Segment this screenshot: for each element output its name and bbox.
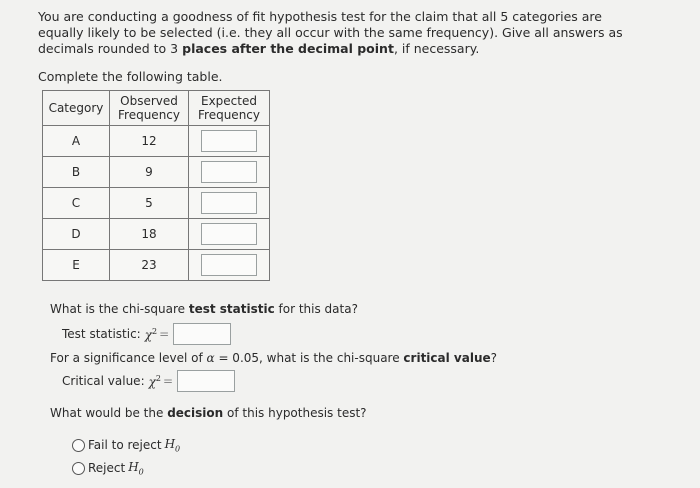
- equals-sign: =: [162, 374, 174, 388]
- expected-cell: [189, 157, 270, 188]
- test-statistic-row: [62, 323, 231, 345]
- q2-alpha-value: = 0.05, what is the chi-square: [214, 351, 404, 365]
- table-row: [43, 126, 270, 157]
- table-row: [43, 188, 270, 219]
- intro-end-text: , if necessary.: [393, 41, 480, 56]
- q3-prefix: What would be the: [50, 406, 168, 420]
- critical-value-question: [50, 351, 497, 365]
- q2-bold: critical value: [403, 351, 491, 365]
- expected-cell: [189, 250, 270, 281]
- test-statistic-input[interactable]: [173, 323, 231, 345]
- expected-input-e[interactable]: [201, 254, 257, 276]
- critical-value-label: Critical value:: [62, 374, 145, 388]
- expected-input-c[interactable]: [201, 192, 257, 214]
- table-row: [43, 219, 270, 250]
- test-statistic-question: [50, 302, 358, 316]
- option-reject[interactable]: [72, 460, 144, 476]
- category-cell: E: [43, 250, 110, 281]
- q3-bold: decision: [167, 406, 224, 420]
- observed-cell: 9: [110, 157, 189, 188]
- q1-bold: test statistic: [188, 302, 275, 316]
- header-category-label: Category: [48, 101, 104, 115]
- chi-power: 2: [152, 326, 158, 336]
- test-statistic-label: Test statistic:: [62, 327, 141, 341]
- h-letter: H: [164, 437, 176, 451]
- header-expected-line1: Expected: [201, 94, 257, 108]
- category-cell: A: [43, 126, 110, 157]
- h0-symbol: [128, 460, 144, 476]
- expected-input-b[interactable]: [201, 161, 257, 183]
- header-expected: [189, 91, 270, 126]
- header-observed-line2: Frequency: [118, 108, 180, 122]
- critical-value-input[interactable]: [177, 370, 235, 392]
- header-observed: [110, 91, 189, 126]
- observed-cell: 12: [110, 126, 189, 157]
- frequency-table: [42, 90, 270, 281]
- header-observed-line1: Observed: [120, 94, 178, 108]
- category-cell: D: [43, 219, 110, 250]
- critical-value-row: [62, 370, 235, 392]
- expected-cell: [189, 188, 270, 219]
- chi-power: 2: [155, 373, 161, 383]
- header-category: [43, 91, 110, 126]
- category-cell: B: [43, 157, 110, 188]
- q2-prefix: For a significance level of: [50, 351, 207, 365]
- table-row: [43, 157, 270, 188]
- h-subscript: 0: [138, 467, 144, 477]
- h-subscript: 0: [175, 444, 181, 454]
- radio-fail-to-reject[interactable]: [72, 439, 85, 452]
- chi-letter: χ: [144, 327, 153, 342]
- expected-input-d[interactable]: [201, 223, 257, 245]
- q3-suffix: of this hypothesis test?: [223, 406, 367, 420]
- q1-suffix: for this data?: [274, 302, 358, 316]
- q1-prefix: What is the chi-square: [50, 302, 189, 316]
- intro-bold-text: places after the decimal point: [182, 41, 394, 56]
- observed-cell: 5: [110, 188, 189, 219]
- header-expected-line2: Frequency: [198, 108, 260, 122]
- equals-sign: =: [159, 327, 170, 341]
- expected-cell: [189, 126, 270, 157]
- expected-input-a[interactable]: [201, 130, 257, 152]
- option-fail-to-reject[interactable]: [72, 437, 180, 453]
- h0-symbol: [165, 437, 181, 453]
- option-label: Reject: [88, 461, 126, 476]
- problem-statement: [38, 9, 648, 57]
- decision-question: [50, 406, 367, 420]
- chi-square-symbol: [149, 374, 161, 389]
- radio-reject[interactable]: [72, 462, 85, 475]
- observed-cell: 23: [110, 250, 189, 281]
- chi-letter: χ: [148, 374, 156, 389]
- chi-square-symbol: [145, 327, 157, 342]
- category-cell: C: [43, 188, 110, 219]
- h-letter: H: [128, 460, 139, 474]
- observed-cell: 18: [110, 219, 189, 250]
- expected-cell: [189, 219, 270, 250]
- table-header-row: [43, 91, 270, 126]
- option-label: Fail to reject: [88, 438, 162, 453]
- alpha-symbol: α: [206, 351, 215, 365]
- table-row: [43, 250, 270, 281]
- q2-suffix: ?: [490, 351, 498, 365]
- intro-text: You are conducting a goodness of fit hypothesis test for the claim that all 5 categories are equally likely to be selected (i.e. they all occur with the same frequency). Give all answers as decimals rounded to 3: [38, 9, 623, 56]
- table-instruction: Complete the following table.: [38, 69, 223, 84]
